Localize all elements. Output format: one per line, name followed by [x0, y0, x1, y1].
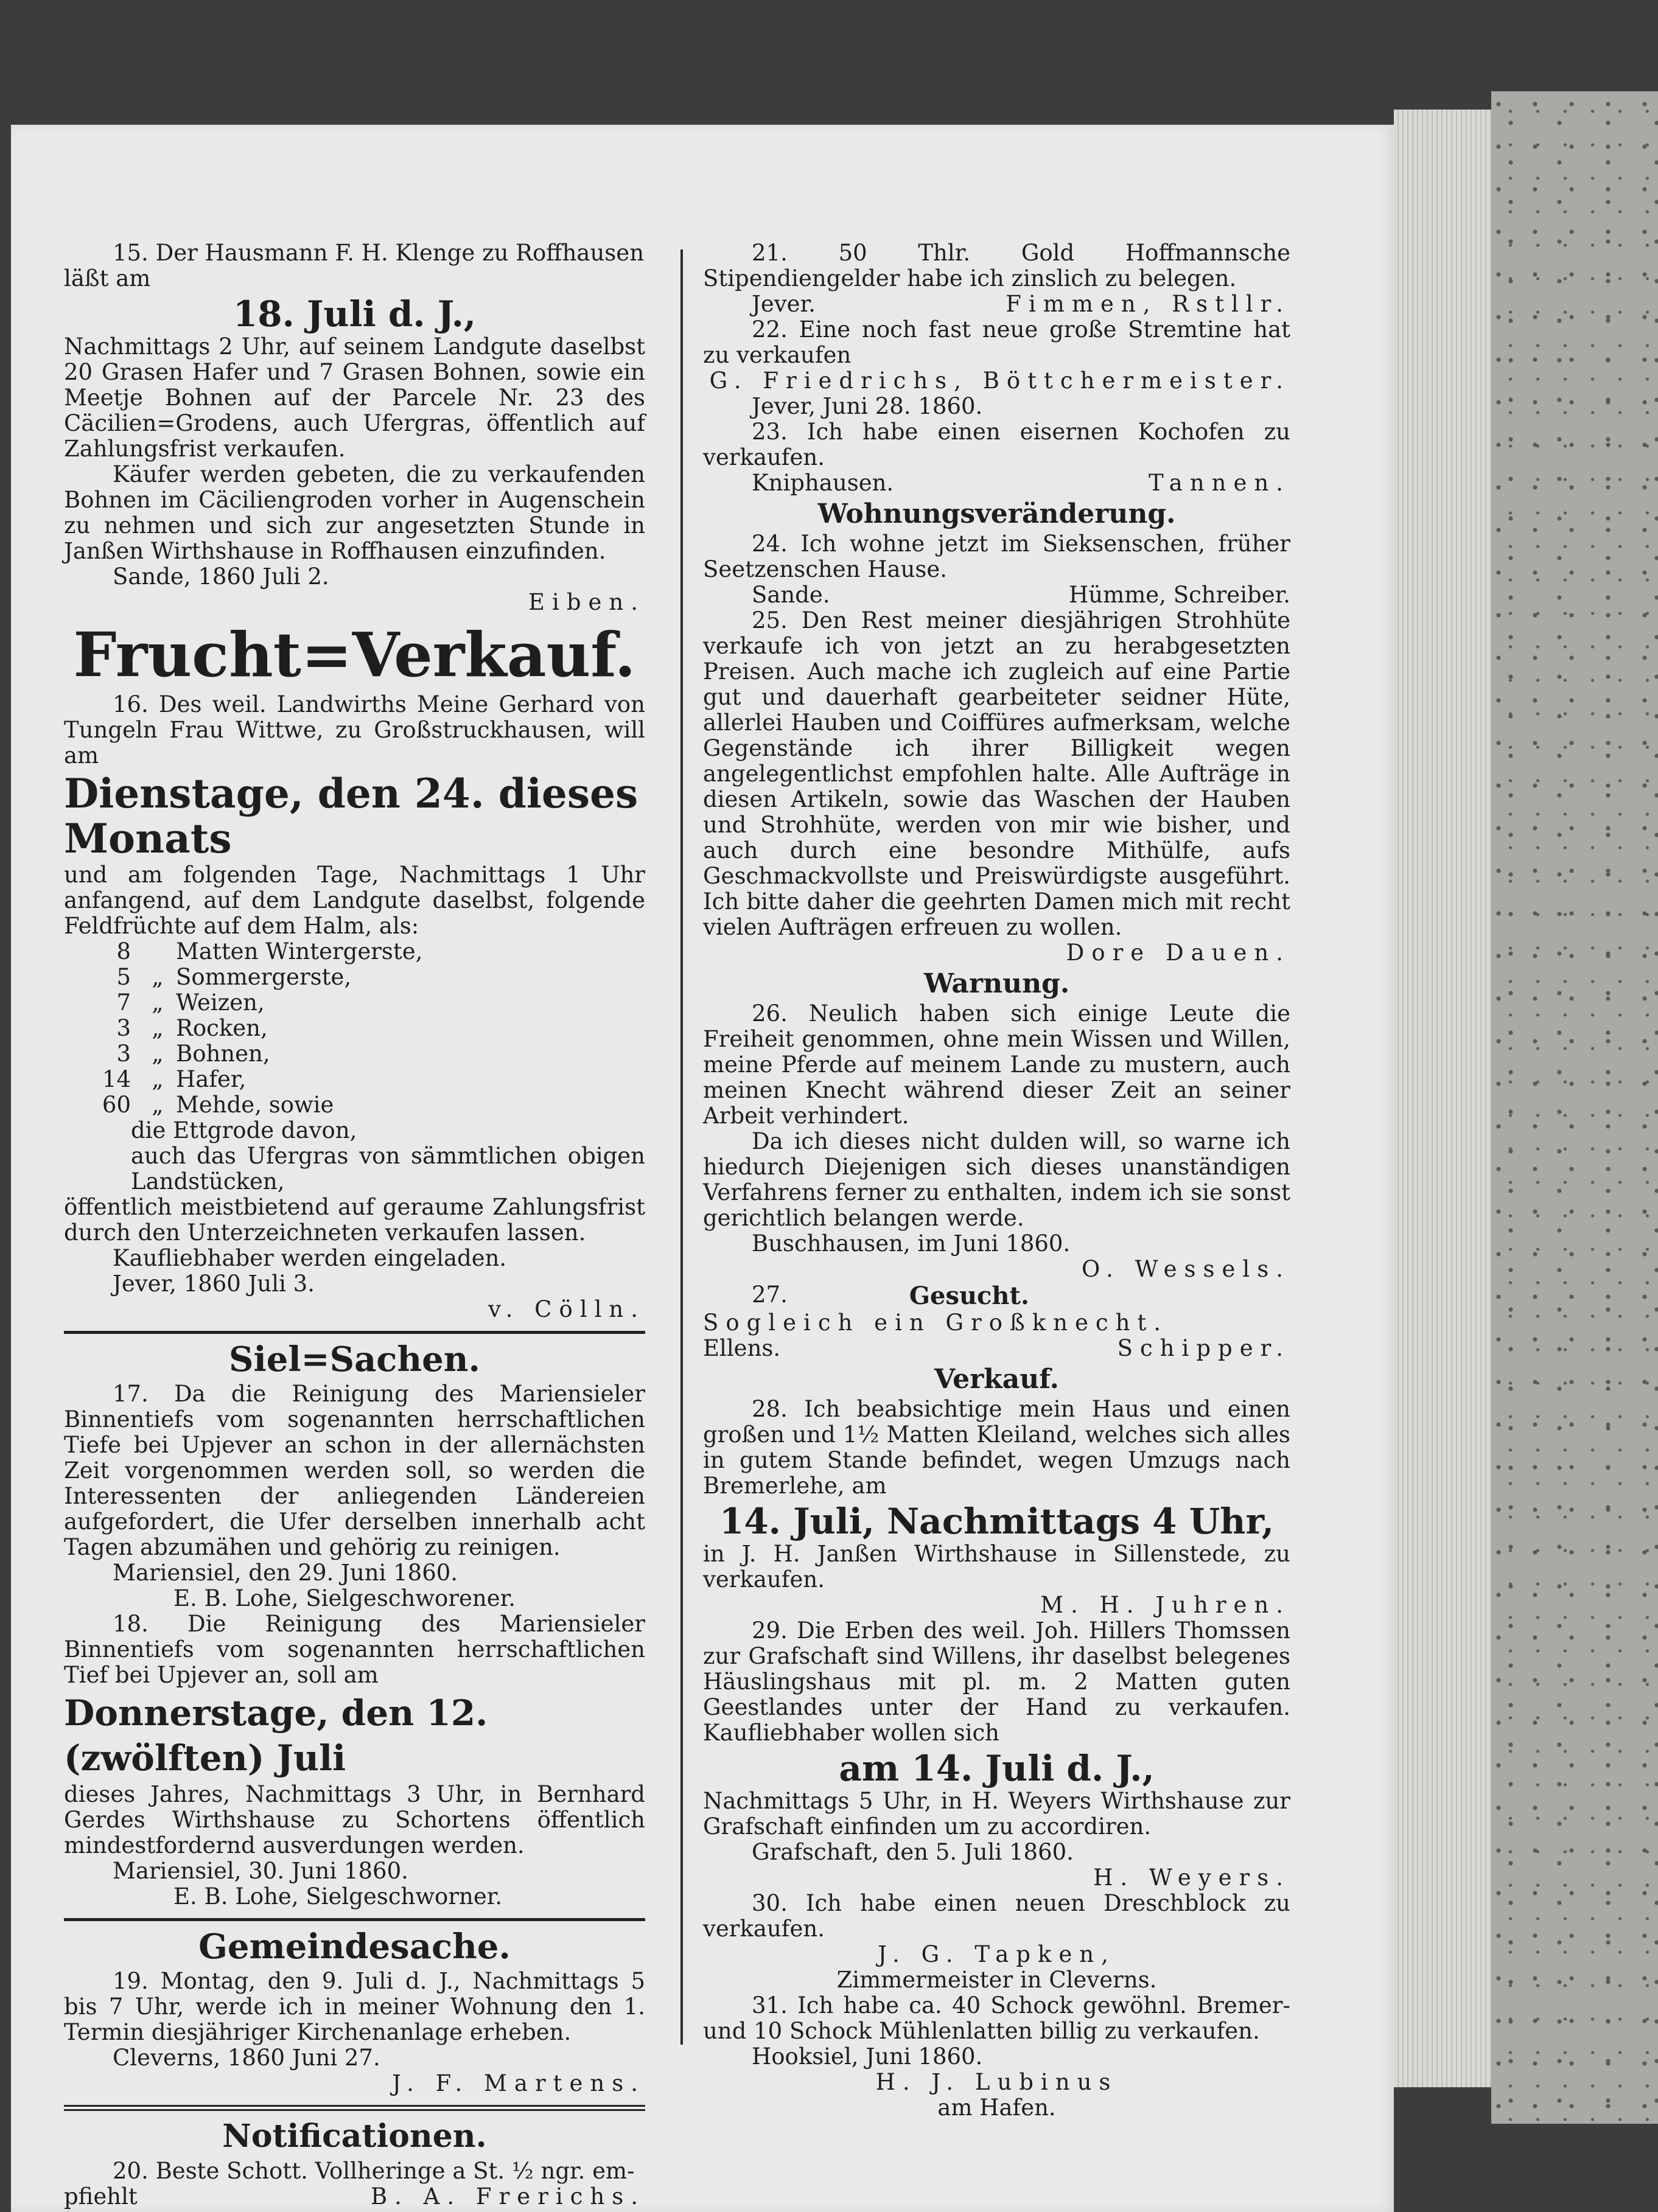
ad-31-signature: H. J. Lubinus	[875, 2069, 1118, 2095]
ad-19-place: Cleverns, 1860 Juni 27.	[113, 2045, 380, 2071]
crop-row: 7 „ Weizen,	[116, 989, 265, 1016]
ad-24-footer: Sande. Hümme, Schreiber.	[752, 582, 1290, 608]
ad-23-body: 23. Ich habe einen eisernen Kochofen zu verkaufen.	[703, 419, 1290, 470]
ad-26-place: Buschhausen, im Juni 1860.	[752, 1230, 1071, 1257]
ad-29-place: Grafschaft, den 5. Juli 1860.	[752, 1839, 1074, 1865]
ad-16-date: Dienstage, den 24. dieses Monats	[64, 770, 638, 862]
ad-29-body: 29. Die Erben des weil. Joh. Hillers Thomssen zur Grafschaft sind Willens, ihr daselbst belegenes Häuslingshaus mit pl. m. 2 Matten guten Geestlandes unter der Hand zu verkaufen. Kaufliebhaber wollen sich	[703, 1617, 1290, 1746]
ad-25-body: 25. Den Rest meiner diesjährigen Strohhüte verkaufe ich von jetzt an zu herabgesetzten Preisen. Auch mache ich zugleich auf eine Partie gut und dauerhaft gearbeiteter seidner Hüte, allerlei Hauben und Coiffüres aufmerksam, welche Gegenstände ich ihrer Billigkeit wegen angelegentlichst empfohlen halte. Alle Aufträge in diesen Artikeln, sowie das Waschen der Hauben und Strohhüte, werden von mir wie bisher, und auch durch eine besondre Mithülfe, aufs Geschmackvollste und Preiswürdigste ausgeführt. Ich bitte daher die geehrten Damen mich mit recht vielen Aufträgen erfreuen zu wollen.	[703, 607, 1290, 940]
ad-15-body: Nachmittags 2 Uhr, auf seinem Landgute daselbst 20 Grasen Hafer und 7 Grasen Bohnen, sowie ein Meetje Bohnen auf der Parcele Nr. 23 des Cäcilien=Grodens, auch Ufergras, öffentlich auf Zahlungsfrist verkaufen.	[64, 333, 645, 462]
ad-16-extra1: die Ettgrode davon,	[131, 1117, 357, 1143]
ad-30-signature2: Zimmermeister in Cleverns.	[836, 1967, 1157, 1993]
ad-21-signature: Fimmen, Rstllr.	[1006, 291, 1290, 317]
ad-22-place: Jever, Juni 28. 1860.	[752, 393, 983, 419]
ad-26-body: 26. Neulich haben sich einige Leute die Freiheit genommen, ohne mein Wissen und Willen, meine Pferde auf meinem Lande zu mustern, auch meinen Knecht während dieser Zeit an seiner Arbeit verhindert.	[703, 1000, 1290, 1129]
crop-row: 5 „ Sommergerste,	[116, 964, 352, 990]
ad-22-body: 22. Eine noch fast neue große Stremtine hat zu verkaufen	[703, 316, 1290, 368]
ad-18-signature: E. B. Lohe, Sielgeschworner.	[173, 1883, 503, 1910]
crop-list	[64, 939, 645, 1118]
ad-17-signature: E. B. Lohe, Sielgeschworener.	[173, 1585, 516, 1611]
ad-31-body: 31. Ich habe ca. 40 Schock gewöhnl. Bremer- und 10 Schock Mühlenlatten billig zu verkaufen.	[703, 1992, 1290, 2044]
ad-31-signature2: am Hafen.	[937, 2095, 1056, 2121]
right-column	[703, 240, 1290, 2121]
ad-22-signature: G. Friedrichs, Böttchermeister.	[709, 368, 1290, 394]
ad-20-line2: pfiehlt B. A. Frerichs.	[64, 2183, 645, 2210]
crop-row: 60 „ Mehde, sowie	[102, 1092, 334, 1118]
ad-15-date: 18. Juli d. J.,	[233, 293, 477, 335]
ad-16-extra2: auch das Ufergras von sämmtlichen obigen Landstücken,	[131, 1143, 645, 1195]
ad-30-signature: J. G. Tapken,	[878, 1941, 1116, 1967]
ad-21-body: 21. 50 Thlr. Gold Hoffmannsche Stipendiengelder habe ich zinslich zu belegen.	[703, 240, 1290, 291]
ad-26-body2: Da ich dieses nicht dulden will, so warne ich hiedurch Diejenigen sich dieses unanständigen Verfahrens ferner zu enthalten, indem ich sie sonst gerichtlich belangen werde.	[703, 1128, 1290, 1231]
ad-20-signature: B. A. Frerichs.	[370, 2183, 645, 2210]
heading-gemeindesache: Gemeindesache.	[198, 1927, 511, 1967]
ad-21-footer: Jever. Fimmen, Rstllr.	[752, 291, 1290, 317]
book-cover	[1491, 91, 1658, 2124]
ad-18-date: Donnerstage, den 12. (zwölften) Juli	[64, 1692, 488, 1779]
ad-27-signature: Schipper.	[1117, 1335, 1290, 1361]
ad-16-intro: 16. Des weil. Landwirths Meine Gerhard von Tungeln Frau Wittwe, zu Großstruckhausen, will am	[64, 691, 645, 769]
crop-row: 14 „ Hafer,	[102, 1066, 247, 1092]
heading-gesucht: Gesucht.	[909, 1282, 1029, 1310]
ad-16-place: Jever, 1860 Juli 3.	[113, 1271, 315, 1297]
section-rule	[64, 1918, 645, 1921]
ad-15-signature: Eiben.	[528, 589, 645, 615]
ad-18-body: dieses Jahres, Nachmittags 3 Uhr, in Bernhard Gerdes Wirthshause zu Schortens öffentlich mindestfordernd ausverdungen werden.	[64, 1781, 645, 1858]
ad-15-line1: 15. Der Hausmann F. H. Klenge zu Roffhausen	[113, 240, 645, 266]
ad-28-signature: M. H. Juhren.	[1040, 1592, 1290, 1618]
ad-23-footer: Kniphausen. Tannen.	[752, 470, 1290, 496]
ad-29-date: am 14. Juli d. J.,	[839, 1748, 1155, 1789]
heading-siel-sachen: Siel=Sachen.	[229, 1339, 480, 1380]
heading-notificationen: Notificationen.	[222, 2118, 487, 2155]
ad-29-signature: H. Weyers.	[1093, 1865, 1290, 1891]
ad-16-body: und am folgenden Tage, Nachmittags 1 Uhr anfangend, auf dem Landgute daselbst, folgende Feldfrüchte auf dem Halm, als:	[64, 862, 645, 939]
ad-19-signature: J. F. Martens.	[392, 2070, 645, 2096]
left-column	[64, 240, 645, 2210]
ad-16-body3: Kaufliebhaber werden eingeladen.	[113, 1245, 507, 1271]
ad-16-body2: öffentlich meistbietend auf geraume Zahlungsfrist durch den Unterzeichneten verkaufen lassen.	[64, 1194, 645, 1246]
crop-row: 8 Matten Wintergerste,	[116, 938, 423, 965]
ad-16-signature: v. Cölln.	[488, 1296, 645, 1322]
heading-warnung: Warnung.	[923, 968, 1070, 999]
section-rule-double	[64, 2105, 645, 2111]
ad-27-body: Sogleich ein Großknecht.	[703, 1310, 1169, 1336]
ad-24-body: 24. Ich wohne jetzt im Sieksenschen, früher Seetzenschen Hause.	[703, 531, 1290, 582]
ad-28-body2: in J. H. Janßen Wirthshause in Sillenstede, zu verkaufen.	[703, 1541, 1290, 1593]
ad-30-body: 30. Ich habe einen neuen Dreschblock zu verkaufen.	[703, 1890, 1290, 1942]
ad-26-signature: O. Wessels.	[1081, 1256, 1290, 1282]
ad-29-body2: Nachmittags 5 Uhr, in H. Weyers Wirthshause zur Grafschaft einfinden um zu accordiren.	[703, 1788, 1290, 1840]
heading-verkauf: Verkauf.	[934, 1364, 1059, 1395]
ad-31-place: Hooksiel, Juni 1860.	[752, 2043, 983, 2070]
ad-15-body2: Käufer werden gebeten, die zu verkaufenden Bohnen im Cäciliengroden vorher in Augenschein zu nehmen und sich zur angesetzten Stunde in Janßen Wirthshause in Roffhausen einzufinden.	[64, 461, 645, 564]
ad-18-intro: 18. Die Reinigung des Mariensieler Binnentiefs vom sogenannten herrschaftlichen Tief bei Upjever an, soll am	[64, 1611, 645, 1688]
crop-row: 3 „ Bohnen,	[116, 1041, 270, 1067]
page-edges	[1394, 110, 1491, 2087]
ad-20-line1: 20. Beste Schott. Vollheringe a St. ½ ngr. em-	[113, 2158, 635, 2184]
ad-18-place: Mariensiel, 30. Juni 1860.	[113, 1858, 408, 1884]
ad-15-place: Sande, 1860 Juli 2.	[113, 563, 329, 590]
ad-17-place: Mariensiel, den 29. Juni 1860.	[113, 1560, 458, 1586]
section-rule	[64, 1331, 645, 1334]
ad-15-line2: läßt am	[64, 265, 151, 291]
ad-27-header: 27. Gesucht.	[752, 1282, 1029, 1310]
ad-28-body: 28. Ich beabsichtige mein Haus und einen großen und 1½ Matten Kleiland, welches sich alles in gutem Stande befindet, wegen Umzugs nach Bremerlehe, am	[703, 1396, 1290, 1499]
heading-frucht-verkauf: Frucht=Verkauf.	[73, 619, 636, 691]
crop-row: 3 „ Rocken,	[116, 1015, 268, 1041]
ad-27-footer: Ellens. Schipper.	[703, 1335, 1290, 1361]
column-divider	[680, 249, 683, 2045]
ad-17-body: 17. Da die Reinigung des Mariensieler Binnentiefs vom sogenannten herrschaftlichen Tiefe bei Upjever an schon in der allernächsten Zeit vorgenommen werden soll, so werden die Interessenten der anliegenden Ländereien aufgefordert, die Ufer derselben innerhalb acht Tagen abzumähen und gehörig zu reinigen.	[64, 1381, 645, 1560]
ad-28-date: 14. Juli, Nachmittags 4 Uhr,	[719, 1501, 1275, 1542]
ad-23-signature: Tannen.	[1148, 470, 1290, 496]
ad-25-signature: Dore Dauen.	[1066, 940, 1290, 966]
heading-wohnungsveraenderung: Wohnungsveränderung.	[817, 498, 1176, 529]
ad-24-signature: Hümme, Schreiber.	[1069, 582, 1290, 608]
ad-19-body: 19. Montag, den 9. Juli d. J., Nachmittags 5 bis 7 Uhr, werde ich in meiner Wohnung den 1. Termin diesjähriger Kirchenanlage erheben.	[64, 1968, 645, 2045]
